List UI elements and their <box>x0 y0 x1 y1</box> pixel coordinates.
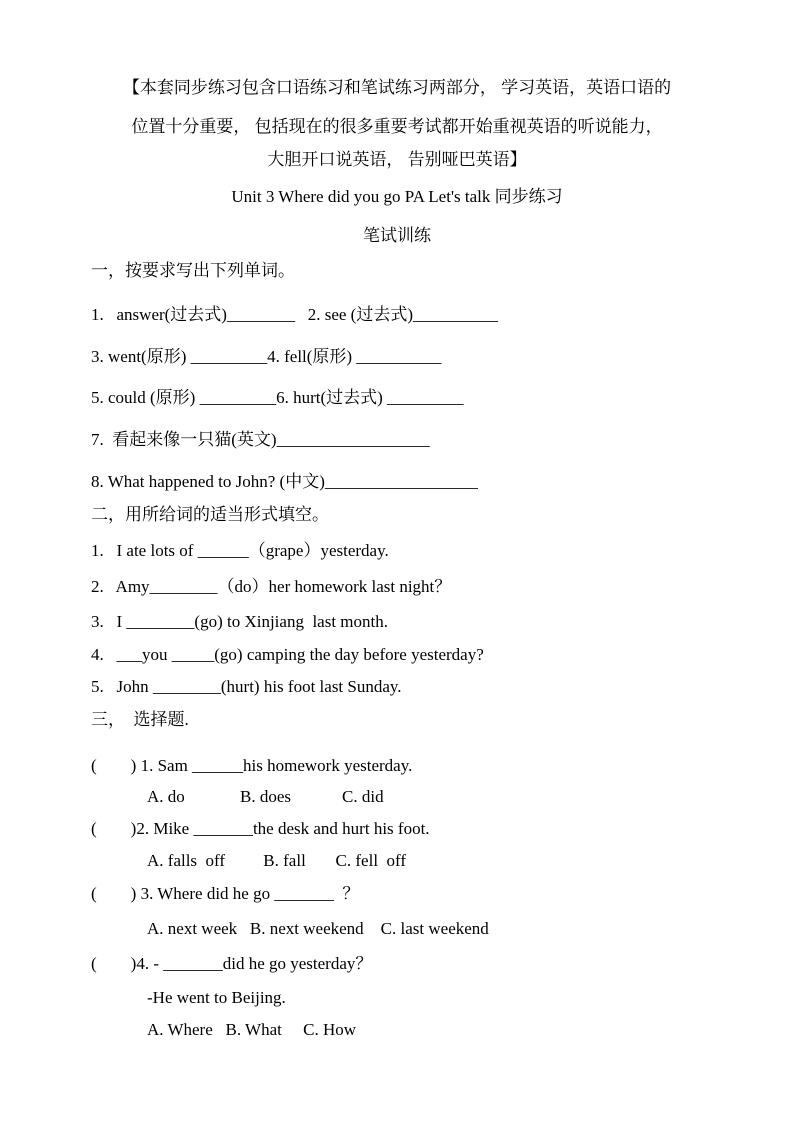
question-1-stem: ( ) 1. Sam ______his homework yesterday. <box>91 756 413 775</box>
section-2-item-2: 2. Amy________（do）her homework last night？ <box>91 577 452 596</box>
intro-line-2: 位置十分重要， 包括现在的很多重要考试都开始重视英语的听说能力， <box>131 117 663 136</box>
section-2-heading: 二，用所给词的适当形式填空。 <box>91 505 329 524</box>
section-1-item-2: 3. went(原形) _________4. fell(原形) __________ <box>91 347 442 366</box>
unit-title: Unit 3 Where did you go PA Let's talk 同步练习 <box>231 187 563 206</box>
section-2-item-3: 3. I ________(go) to Xinjiang last month. <box>91 612 389 631</box>
section-1-item-5: 8. What happened to John? (中文)__________________ <box>91 472 478 491</box>
intro-line-1: 【本套同步练习包含口语练习和笔试练习两部分， 学习英语，英语口语的 <box>122 78 672 97</box>
question-4-answer: -He went to Beijing. <box>147 988 286 1007</box>
question-2-options: A. falls off B. fall C. fell off <box>147 851 407 870</box>
question-4-options: A. Where B. What C. How <box>147 1020 357 1039</box>
section-1-item-1: 1. answer(过去式)________ 2. see (过去式)__________ <box>91 305 498 324</box>
section-1-heading: 一，按要求写出下列单词。 <box>91 261 295 280</box>
question-1-options: A. do B. does C. did <box>147 787 384 806</box>
section-1-item-4: 7. 看起来像一只猫(英文)__________________ <box>91 430 430 449</box>
subtitle: 笔试训练 <box>363 226 431 245</box>
section-1-item-3: 5. could (原形) _________6. hurt(过去式) _________ <box>91 388 464 407</box>
question-2-stem: ( )2. Mike _______the desk and hurt his foot. <box>91 819 430 838</box>
intro-line-3: 大胆开口说英语， 告别哑巴英语】 <box>267 150 527 169</box>
section-2-item-1: 1. I ate lots of ______（grape）yesterday. <box>91 541 389 560</box>
section-2-item-5: 5. John ________(hurt) his foot last Sunday. <box>91 677 402 696</box>
question-3-stem: ( ) 3. Where did he go _______ ？ <box>91 884 360 903</box>
question-4-stem: ( )4. - _______did he go yesterday？ <box>91 954 373 973</box>
question-3-options: A. next week B. next weekend C. last weekend <box>147 919 489 938</box>
section-2-item-4: 4. ___you _____(go) camping the day before yesterday? <box>91 645 484 664</box>
section-3-heading: 三， 选择题. <box>91 710 189 729</box>
